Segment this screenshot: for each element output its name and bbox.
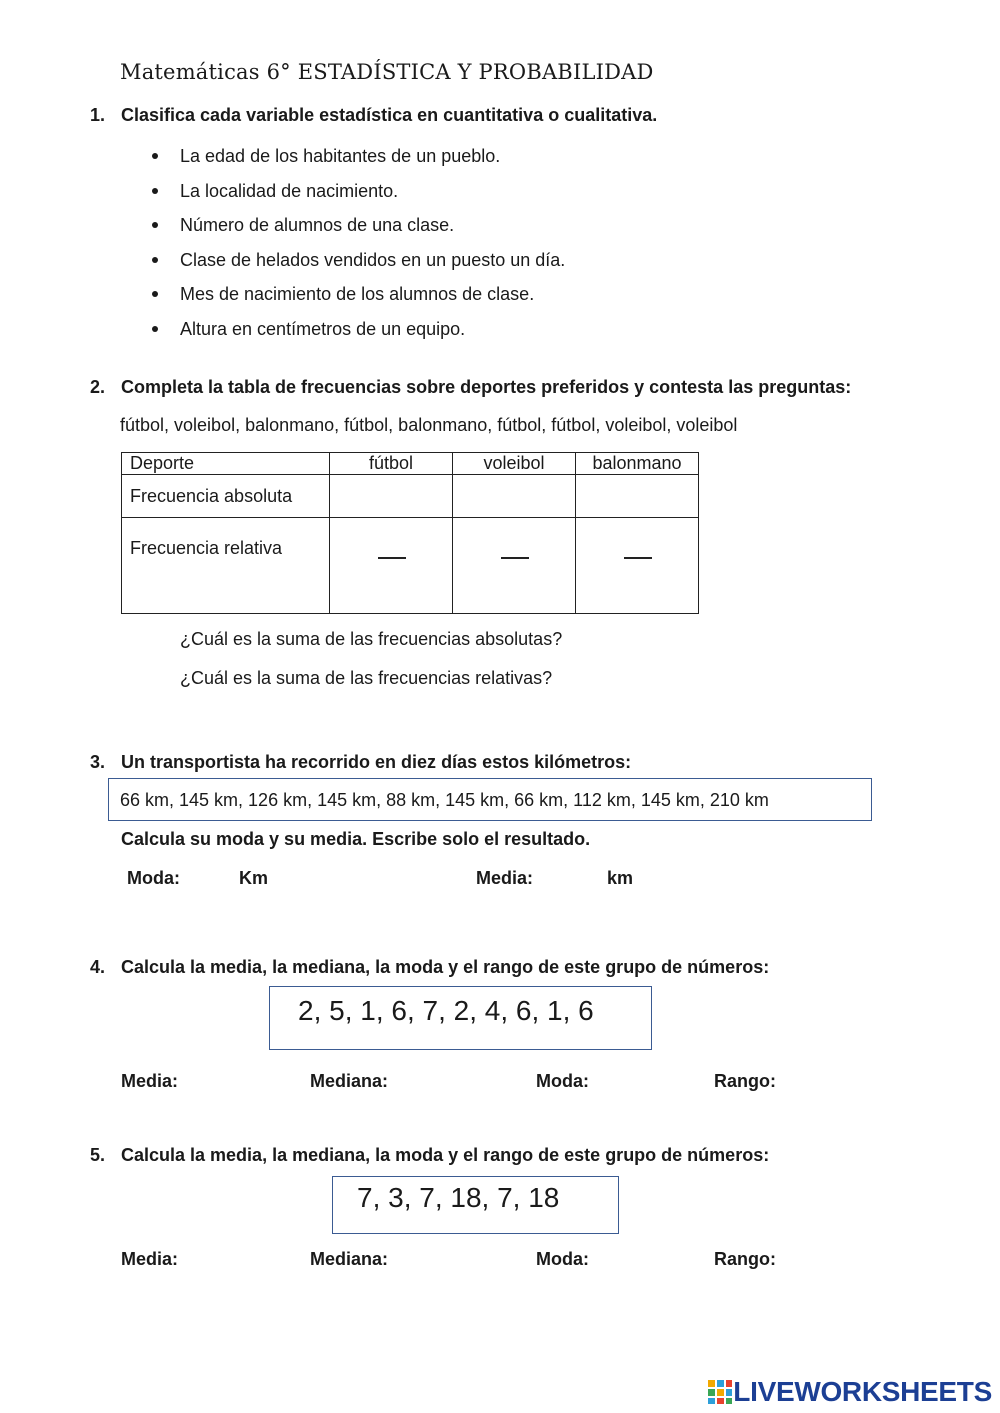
bullet-icon [152,326,158,332]
liveworksheets-logo-icon [707,1379,733,1405]
row-label-relative: Frecuencia relativa [122,518,330,614]
q5-mediana-label: Mediana: [310,1249,389,1269]
fraction-bar [378,557,406,559]
q4-moda-label: Moda: [536,1071,589,1091]
row-label-absolute: Frecuencia absoluta [122,475,330,518]
q4-moda-answer[interactable] [600,1066,700,1094]
q2-text: Completa la tabla de frecuencias sobre deportes preferidos y contesta las preguntas: [121,377,852,397]
moda-unit: Km [239,868,269,888]
logo-text: LIVEWORKSHEETS [733,1376,992,1407]
table-row [122,475,699,518]
q4-number: 4. [90,957,106,977]
list-item [150,211,565,246]
q3-instruction: Calcula su moda y su media. Escribe solo el resultado. [121,829,591,849]
table-header-cell: voleibol [453,453,576,475]
q4-rango-label: Rango: [714,1071,776,1091]
list-item [150,177,565,212]
list-item-text: Mes de nacimiento de los alumnos de clase. [180,284,535,305]
answer-cell-balonmano-relative[interactable] [576,518,699,614]
list-item-text: La edad de los habitantes de un pueblo. [180,146,501,166]
q1-variable-list [150,142,565,350]
q5-rango-label: Rango: [714,1249,776,1269]
page-title: Matemáticas 6° ESTADÍSTICA Y PROBABILIDAD [120,60,654,84]
answer-cell-voleibol-absolute[interactable] [453,475,576,518]
bullet-icon [152,257,158,263]
answer-cell-voleibol-relative[interactable] [453,518,576,614]
q5-moda-answer[interactable] [600,1244,700,1272]
bullet-icon [152,188,158,194]
q4-media-label: Media: [121,1071,179,1091]
q5-moda-label: Moda: [536,1249,589,1269]
moda-answer-field[interactable] [195,862,235,892]
q4-text: Calcula la media, la mediana, la moda y el rango de este grupo de números: [121,957,770,977]
bullet-icon [152,291,158,297]
q4-mediana-label: Mediana: [310,1071,389,1091]
q4-media-answer[interactable] [190,1066,300,1094]
q2-question-b: ¿Cuál es la suma de las frecuencias relativas? [180,668,553,688]
q1-number: 1. [90,105,106,125]
moda-label: Moda: [127,868,180,888]
bullet-icon [152,153,158,159]
q3-number: 3. [90,752,106,772]
list-item [150,246,565,281]
bullet-icon [152,222,158,228]
q3-text: Un transportista ha recorrido en diez días estos kilómetros: [121,752,632,772]
answer-cell-futbol-relative[interactable] [330,518,453,614]
list-item-text: Altura en centímetros de un equipo. [180,318,466,339]
q5-text: Calcula la media, la mediana, la moda y el rango de este grupo de números: [121,1145,770,1165]
q5-media-answer[interactable] [190,1244,300,1272]
fraction-bar [501,557,529,559]
list-item [150,315,565,350]
media-label: Media: [476,868,534,888]
fraction-bar [624,557,652,559]
table-row [122,453,699,475]
q2-data-line: fútbol, voleibol, balonmano, fútbol, balonmano, fútbol, fútbol, voleibol, voleibol [120,415,738,435]
q5-numbers-box: 7, 3, 7, 18, 7, 18 [332,1176,619,1234]
media-unit: km [607,868,634,888]
list-item [150,280,565,315]
list-item [150,142,565,177]
q2-number: 2. [90,377,106,397]
q4-mediana-answer[interactable] [402,1066,522,1094]
q2-question-a: ¿Cuál es la suma de las frecuencias absolutas? [180,629,563,649]
table-row [122,518,699,614]
q1-text: Clasifica cada variable estadística en cuantitativa o cualitativa. [121,105,658,125]
q4-numbers-box: 2, 5, 1, 6, 7, 2, 4, 6, 1, 6 [269,986,652,1050]
list-item-text: Clase de helados vendidos en un puesto un día. [180,249,566,270]
table-header-cell: balonmano [576,453,699,475]
frequency-table [121,452,699,614]
list-item-text: La localidad de nacimiento. [180,180,399,201]
q3-data-box: 66 km, 145 km, 126 km, 145 km, 88 km, 145 km, 66 km, 112 km, 145 km, 210 km [108,778,872,821]
table-header-cell: Deporte [122,453,330,475]
answer-cell-balonmano-absolute[interactable] [576,475,699,518]
q5-mediana-answer[interactable] [402,1244,522,1272]
q5-rango-answer[interactable] [789,1244,889,1272]
table-header-cell: fútbol [330,453,453,475]
q5-media-label: Media: [121,1249,179,1269]
q4-rango-answer[interactable] [789,1066,889,1094]
answer-cell-futbol-absolute[interactable] [330,475,453,518]
liveworksheets-logo [707,1376,992,1408]
q5-number: 5. [90,1145,106,1165]
media-answer-field[interactable] [545,862,603,892]
list-item-text: Número de alumnos de una clase. [180,215,455,236]
